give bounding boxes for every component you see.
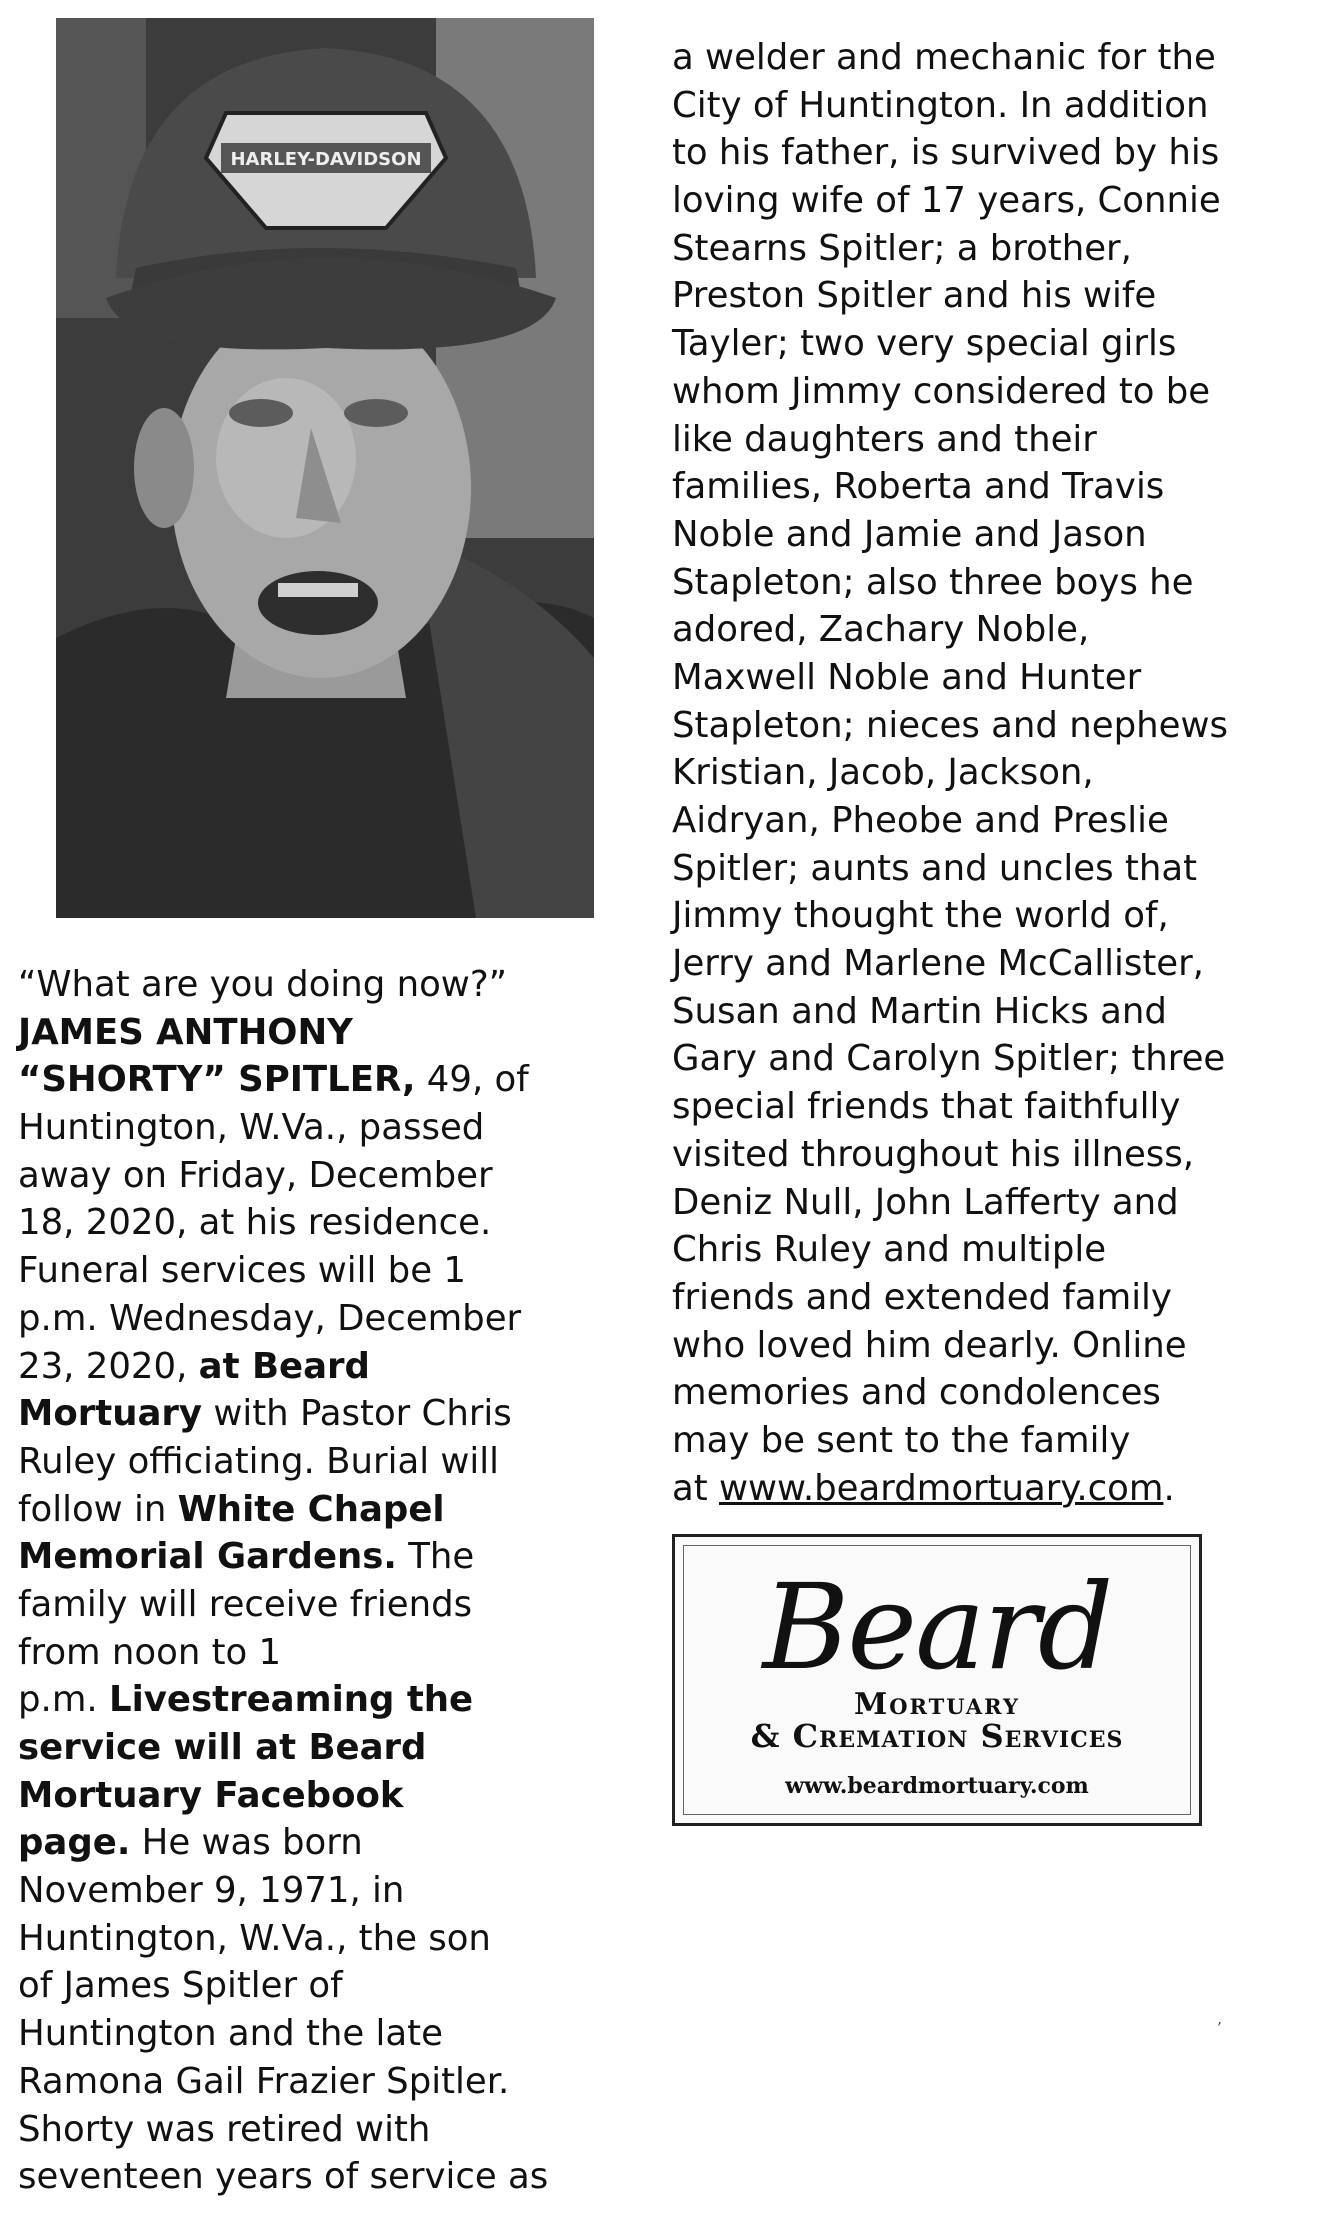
text-line [672,272,1312,320]
text-line [672,511,1312,559]
text-line [672,988,1312,1036]
text-line [672,1131,1312,1179]
website-link[interactable]: www.beardmortuary.com [718,1467,1164,1509]
body-text: Kristian, Jacob, Jackson, [672,752,1094,794]
portrait-photo [56,18,594,918]
bold-text: Mortuary Facebook [18,1774,404,1816]
text-line [18,1104,618,1152]
text-line [672,892,1312,940]
text-line [18,1772,618,1820]
body-text: may be sent to the family [672,1419,1131,1461]
text-line [672,1083,1312,1131]
text-line [672,1369,1312,1417]
portrait-image [56,18,594,918]
body-text: Spitler; aunts and uncles that [672,847,1198,889]
body-text: Tayler; two very special girls [672,323,1177,365]
text-line [18,1247,618,1295]
text-line [18,1009,618,1057]
body-text: p.m. Wednesday, December [18,1297,522,1339]
text-line [672,34,1312,82]
text-line [672,177,1312,225]
body-text: Aidryan, Pheobe and Preslie [672,800,1169,841]
body-text: a welder and mechanic for the [672,37,1216,78]
body-text: Huntington, W.Va., the son [18,1917,491,1959]
body-text: like daughters and their [672,418,1097,460]
body-text: Preston Spitler and his wife [672,275,1157,317]
text-line [18,2058,618,2106]
text-line [672,559,1312,607]
logo-line-2: & Cremation Services [750,1717,1124,1755]
body-text: friends and extended family [672,1276,1172,1318]
text-line [18,2153,618,2201]
body-text: Susan and Martin Hicks and [672,990,1167,1032]
body-text: Ramona Gail Frazier Spitler. [18,2060,510,2102]
text-line [672,320,1312,368]
body-text: . [1163,1467,1175,1509]
body-text: seventeen years of service as [18,2156,549,2198]
text-line [672,940,1312,988]
beard-mortuary-ad [672,1534,1202,1826]
body-text: whom Jimmy considered to be [672,370,1211,412]
body-text: family will receive friends [18,1583,473,1625]
obituary-text-left [18,961,618,2201]
body-text: “What are you doing now?” [18,964,508,1005]
bold-text: service will at Beard [18,1727,427,1768]
body-text: Huntington, W.Va., passed [18,1107,485,1149]
body-text: visited throughout his illness, [672,1133,1195,1175]
body-text: Stearns Spitler; a brother, [672,227,1132,269]
text-line [672,654,1312,702]
text-line [18,1724,618,1772]
text-line [672,606,1312,654]
body-text: November 9, 1971, in [18,1870,405,1912]
text-line [18,1152,618,1200]
text-line [672,1179,1312,1227]
text-line [672,225,1312,273]
text-line [18,1343,618,1391]
body-text: at [672,1467,719,1509]
text-line [672,1465,1312,1513]
text-line [18,1486,618,1534]
cap-logo-text: HARLEY-DAVIDSON [230,149,422,170]
body-text: follow in [18,1488,178,1530]
text-line [18,1629,618,1677]
body-text: of James Spitler of [18,1965,343,2007]
text-line [18,2010,618,2058]
body-text: away on Friday, December [18,1154,493,1196]
body-text: families, Roberta and Travis [672,466,1165,508]
body-text: p.m. [18,1679,109,1721]
logo-url: www.beardmortuary.com [785,1773,1089,1799]
text-line [672,82,1312,130]
body-text: special friends that faithfully [672,1086,1181,1128]
body-text: Shorty was retired with [18,2108,431,2150]
bold-text: Livestreaming the [108,1679,474,1721]
body-text: Deniz Null, John Lafferty and [672,1181,1179,1223]
text-line [672,749,1312,797]
text-line [672,1274,1312,1322]
text-line [672,1226,1312,1274]
body-text: Jerry and Marlene McCallister, [672,943,1204,985]
text-line [18,1056,618,1104]
body-text: 23, 2020, [18,1345,199,1387]
bold-text: White Chapel [177,1488,445,1530]
body-text: Funeral services will be 1 [18,1250,466,1292]
body-text: Maxwell Noble and Hunter [672,656,1142,698]
body-text: He was born [130,1822,363,1864]
text-line [672,129,1312,177]
body-text: 49, of [415,1059,529,1101]
text-line [672,1417,1312,1465]
body-text: memories and condolences [672,1372,1161,1414]
text-line [18,1867,618,1915]
text-line [18,1390,618,1438]
obituary-text-right [672,34,1312,1512]
body-text: from noon to 1 [18,1631,282,1673]
bold-text: Mortuary [18,1393,203,1435]
body-text: 18, 2020, at his residence. [18,1202,492,1244]
body-text: Huntington and the late [18,2013,443,2055]
body-text: loving wife of 17 years, Connie [672,180,1221,222]
text-line [18,1533,618,1581]
text-line [18,1438,618,1486]
body-text: Ruley officiating. Burial will [18,1440,499,1482]
bold-text: JAMES ANTHONY [18,1011,353,1053]
body-text: adored, Zachary Noble, [672,609,1090,651]
body-text: Chris Ruley and multiple [672,1229,1107,1271]
text-line [672,702,1312,750]
bold-text: at Beard [198,1345,370,1387]
bold-text: Memorial Gardens. [18,1536,397,1578]
logo-line-1: Mortuary [854,1687,1020,1722]
body-text: Stapleton; nieces and nephews [672,704,1228,746]
body-text: The [396,1536,475,1578]
body-text: to his father, is survived by his [672,132,1220,174]
print-speck: , [1218,2012,1223,2028]
body-text: with Pastor Chris [202,1393,512,1435]
text-line [18,1819,618,1867]
logo-name: Beard [762,1558,1112,1696]
text-line [18,1295,618,1343]
text-line [18,1915,618,1963]
text-line [18,1581,618,1629]
body-text: Gary and Carolyn Spitler; three [672,1038,1226,1080]
text-line [18,961,618,1009]
body-text: Noble and Jamie and Jason [672,513,1147,555]
text-line [672,1322,1312,1370]
bold-text: page. [18,1822,131,1864]
text-line [18,2106,618,2154]
body-text: City of Huntington. In addition [672,84,1209,126]
text-line [672,797,1312,845]
text-line [18,1199,618,1247]
body-text: Stapleton; also three boys he [672,561,1194,603]
text-line [672,463,1312,511]
text-line [672,368,1312,416]
text-line [672,416,1312,464]
body-text: Jimmy thought the world of, [672,895,1169,937]
text-line [672,1035,1312,1083]
bold-text: “SHORTY” SPITLER, [18,1059,416,1101]
text-line [18,1676,618,1724]
text-line [18,1962,618,2010]
text-line [672,845,1312,893]
body-text: who loved him dearly. Online [672,1324,1187,1366]
